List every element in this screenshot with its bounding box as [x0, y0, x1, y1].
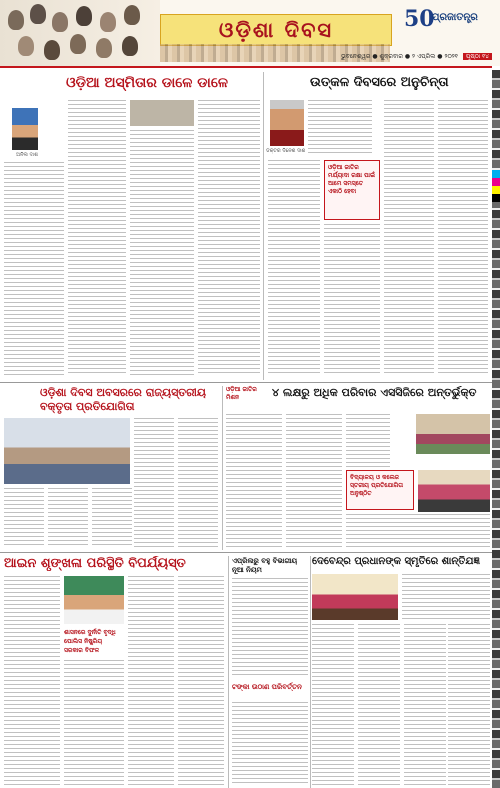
article-4-headline: ୪ ଲକ୍ଷରୁ ଅଧିକ ପରିବାର ଏସସିଜିରେ ଅନ୍ତର୍ଭୁକ୍ତ: [272, 386, 477, 399]
yellow-swatch: [492, 186, 500, 194]
column-divider: [263, 72, 264, 380]
article-2-body-col1: [268, 160, 320, 376]
article-1-headline: ଓଡ଼ିଆ ଅସ୍ମିତାର ଡାଳେ ଡାଳେ: [66, 75, 228, 91]
article-4-body-col3: [346, 414, 390, 468]
dateline-text: ଭୁବନେଶ୍ୱର ● ଶୁକ୍ରବାର ● ୨ ଏପ୍ରିଲ ● ୨୦୨୧: [340, 53, 458, 60]
article-4-body-col2: [286, 414, 342, 550]
section-divider: [0, 552, 492, 553]
article-1-body-col1: [4, 162, 64, 376]
article-7-body-col3: [404, 624, 446, 786]
anniversary-logo: 50: [404, 6, 435, 32]
article-3-body-col2: [48, 488, 88, 548]
section-divider: [0, 382, 492, 383]
magenta-swatch: [492, 178, 500, 186]
article-7-body-col1: [312, 624, 354, 786]
article-3-body-col1: [4, 488, 44, 548]
article-6-sub-headline: ଟଙ୍କା ଉଠାଣ ପରିବର୍ତ୍ତନ: [232, 682, 302, 691]
page-number: ପୃଷ୍ଠା ୧୪: [463, 53, 492, 60]
article-5-body-col4: [178, 576, 224, 786]
article-5-body-col3: [128, 576, 174, 786]
article-3-headline: ଓଡ଼ିଶା ଦିବସ ଅବସରରେ ରାଜ୍ୟସ୍ତରୀୟ ବକ୍ତୃତା ପ୍ରତିଯୋଗିତା: [40, 386, 206, 413]
column-divider: [310, 556, 311, 788]
author-photo-a2: [270, 100, 304, 146]
bullet-2: ପୋଲିସ ନିଷ୍କ୍ରିୟ: [64, 638, 103, 645]
article-5-body-col2: [64, 660, 124, 786]
column-divider: [228, 556, 229, 788]
article-4-callout: ବିଦ୍ୟାଳୟ ଓ କଲେଜ ସ୍ତରୀୟ ପ୍ରତିଯୋଗିତା ଅନୁଷ୍ଠିତ: [346, 470, 414, 510]
black-swatch: [492, 194, 500, 202]
dateline: [262, 52, 492, 62]
article-7-body-col4: [448, 624, 490, 786]
article-5-speaker-photo: [64, 576, 124, 624]
article-5-headline: ଆଇନ ଶୃଙ୍ଖଳା ପରିସ୍ଥିତି ବିପର୍ଯ୍ୟସ୍ତ: [4, 556, 186, 571]
article-1-body-col4: [198, 100, 260, 376]
article-5-body-col1: [4, 576, 60, 786]
article-6-headline: ଏପ୍ରିଲରୁ ବହୁ ବିଭାଗୀୟ ନୂଆ ନିୟମ: [232, 556, 298, 574]
article-1-body-col3: [130, 130, 194, 376]
article-4-event-photo: [416, 414, 490, 454]
article-1-body-col2: [68, 100, 126, 376]
article-1-manuscript-image: [130, 100, 194, 126]
article-7-headline: ଦେବେନ୍ଦ୍ର ପ୍ରଧାନଙ୍କ ସ୍ମୃତିରେ ଶାନ୍ତିଯଜ୍ଞ: [312, 556, 480, 567]
article-4-body-col1: [226, 414, 282, 550]
article-3-headline-line1: [40, 386, 250, 414]
article-3-body-col4: [134, 418, 174, 548]
article-3-body-col5: [178, 418, 218, 548]
article-3-body-col3: [92, 488, 132, 548]
column-divider: [222, 386, 223, 550]
article-2-pullquote: ଓଡ଼ିଆ ଜାତିର ମର୍ଯ୍ୟାଦା ରକ୍ଷା ପାଇଁ ଆମେ ସମସ୍ତେ ଏକାଠି ହେବା: [324, 160, 380, 220]
article-2-body-intro: [308, 100, 372, 156]
masthead-portraits-illustration: [0, 0, 160, 66]
masthead-divider: [0, 66, 492, 68]
article-2-byline: ଡକ୍ଟର ଦିନେଶ ଦାଶ: [266, 148, 306, 154]
print-registration-strip: [492, 70, 500, 788]
article-2-body-col2: [324, 224, 380, 376]
bullet-1: ଶାସନରେ ଦୁର୍ନୀତି ବୃଦ୍ଧି: [64, 629, 116, 636]
cyan-swatch: [492, 170, 500, 178]
article-4-kicker: ଓଡ଼ିଆ ଜାତିର ମିଶନ: [226, 386, 257, 401]
article-7-tribute-photo: [312, 574, 398, 620]
article-2-body-col3: [384, 100, 434, 376]
article-2-headline: ଉତ୍କଳ ଦିବସରେ ଅନୁଚିନ୍ତା: [310, 75, 449, 90]
article-6-body-col2: [232, 702, 308, 786]
article-4-body-col4: [346, 514, 490, 550]
article-5-bullets: [64, 628, 128, 655]
article-7-body-top: [402, 574, 490, 620]
newspaper-name: ପ୍ରଜାତନ୍ତ୍ର: [432, 12, 478, 23]
author-photo-a1: [12, 108, 38, 150]
article-7-body-col2: [358, 624, 400, 786]
article-4-event-photo-2: [418, 470, 490, 512]
masthead-title: ଓଡ଼ିଶା ଦିବସ: [160, 14, 392, 46]
article-3-group-photo: [4, 418, 130, 484]
article-1-byline: ଅନିଲ ଦାଶ: [16, 152, 38, 158]
bullet-3: ସରକାର ବିଫଳ: [64, 647, 100, 654]
article-6-body-col1: [232, 578, 308, 678]
article-2-body-col4: [438, 100, 488, 376]
